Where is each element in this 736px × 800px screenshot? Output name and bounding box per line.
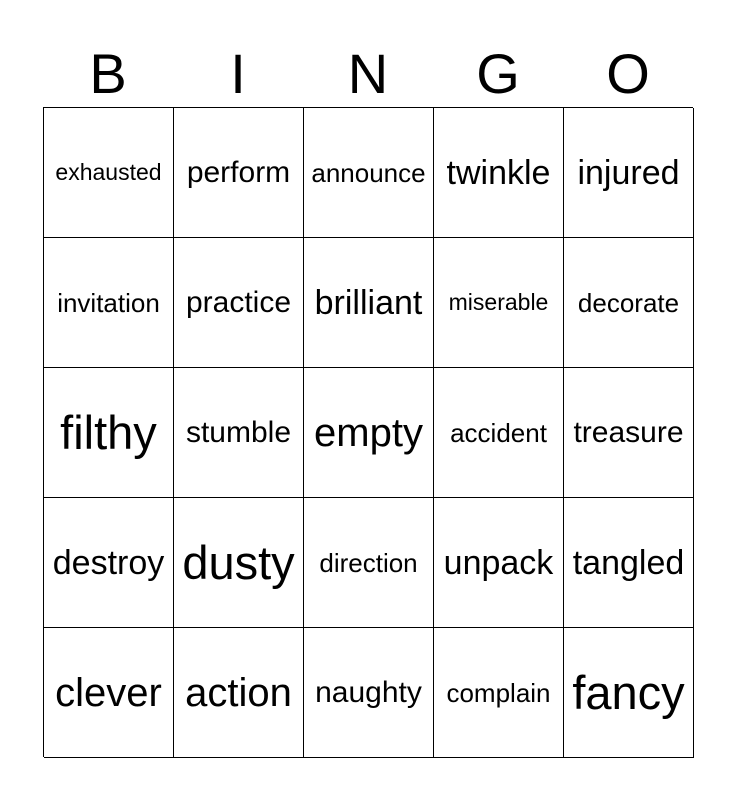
header-letter-i: I xyxy=(230,42,246,105)
bingo-card-grid xyxy=(43,107,693,757)
bingo-cell: accident xyxy=(434,368,564,498)
bingo-cell: exhausted xyxy=(44,108,174,238)
bingo-cell: twinkle xyxy=(434,108,564,238)
bingo-cell: injured xyxy=(564,108,694,238)
bingo-cell: announce xyxy=(304,108,434,238)
header-letter-n: N xyxy=(347,42,389,105)
bingo-cell: action xyxy=(174,628,304,758)
bingo-cell: unpack xyxy=(434,498,564,628)
bingo-cell: clever xyxy=(44,628,174,758)
bingo-cell: filthy xyxy=(44,368,174,498)
header-letter-o: O xyxy=(606,42,650,105)
bingo-cell: miserable xyxy=(434,238,564,368)
bingo-cell: destroy xyxy=(44,498,174,628)
header-letter-b: B xyxy=(89,42,127,105)
header-letter-g: G xyxy=(476,42,520,105)
bingo-cell: complain xyxy=(434,628,564,758)
bingo-cell: fancy xyxy=(564,628,694,758)
bingo-header xyxy=(43,40,693,108)
bingo-cell: invitation xyxy=(44,238,174,368)
bingo-cell: dusty xyxy=(174,498,304,628)
bingo-cell: treasure xyxy=(564,368,694,498)
bingo-cell: direction xyxy=(304,498,434,628)
bingo-cell: naughty xyxy=(304,628,434,758)
bingo-cell: decorate xyxy=(564,238,694,368)
bingo-cell: stumble xyxy=(174,368,304,498)
bingo-cell: empty xyxy=(304,368,434,498)
bingo-cell: tangled xyxy=(564,498,694,628)
bingo-cell: practice xyxy=(174,238,304,368)
bingo-cell: perform xyxy=(174,108,304,238)
bingo-cell: brilliant xyxy=(304,238,434,368)
